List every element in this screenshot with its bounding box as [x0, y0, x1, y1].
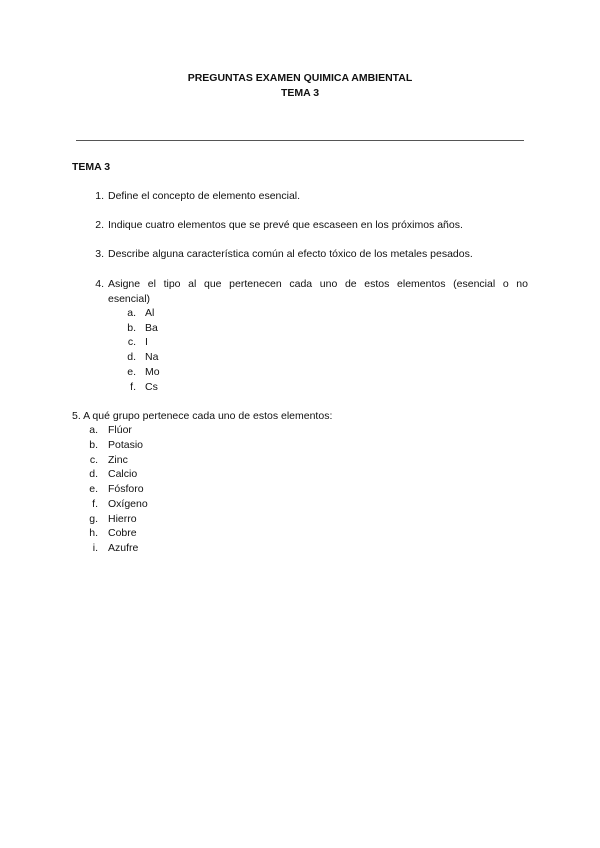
item-value: Na: [145, 351, 159, 363]
item-value: Calcio: [108, 468, 138, 480]
document-subtitle: TEMA 3: [280, 87, 320, 99]
item-letter: g.: [89, 513, 98, 525]
item-letter: a.: [127, 307, 136, 319]
item-letter: d.: [127, 351, 136, 363]
q5-element-list: [0, 423, 600, 558]
item-letter: c.: [127, 336, 136, 348]
list-item: [0, 335, 600, 350]
section-heading: TEMA 3: [72, 161, 111, 173]
list-item: [0, 453, 600, 468]
question-text-line2: esencial): [108, 293, 151, 305]
item-value: Oxígeno: [108, 498, 148, 510]
item-value: Hierro: [108, 513, 137, 525]
item-letter: b.: [89, 439, 98, 451]
list-item: [0, 365, 600, 380]
item-value: Zinc: [108, 454, 128, 466]
list-item: [0, 423, 600, 438]
list-item: [0, 380, 600, 395]
question-1: [88, 189, 528, 204]
question-text-line1: Asigne el tipo al que pertenecen cada uno de estos elementos (esencial o no: [108, 278, 528, 290]
item-value: Azufre: [108, 542, 139, 554]
item-value: Mo: [145, 366, 160, 378]
question-text: Describe alguna característica común al efecto tóxico de los metales pesados.: [108, 248, 473, 260]
item-letter: f.: [130, 381, 136, 393]
item-value: Cs: [145, 381, 158, 393]
item-letter: a.: [89, 424, 98, 436]
item-value: Fósforo: [108, 483, 144, 495]
question-5: 5. A qué grupo pertenece cada uno de estos elementos:: [72, 410, 333, 422]
item-letter: e.: [89, 483, 98, 495]
item-value: Flúor: [108, 424, 132, 436]
question-3: [88, 247, 528, 262]
question-number: 3.: [95, 248, 104, 260]
list-item: [0, 482, 600, 497]
list-item: [0, 306, 600, 321]
question-number: 2.: [95, 219, 104, 231]
item-value: Al: [145, 307, 155, 319]
list-item: [0, 467, 600, 482]
item-value: Potasio: [108, 439, 144, 451]
horizontal-divider: [76, 140, 524, 141]
question-number: 4.: [95, 278, 104, 290]
list-item: [0, 321, 600, 336]
item-letter: b.: [127, 322, 136, 334]
item-letter: i.: [92, 542, 98, 554]
question-4: [88, 277, 528, 307]
list-item: [0, 541, 600, 556]
question-text: Define el concepto de elemento esencial.: [108, 190, 301, 202]
list-item: [0, 438, 600, 453]
question-2: [88, 218, 528, 233]
question-text: Indique cuatro elementos que se prevé que escaseen en los próximos años.: [108, 219, 463, 231]
document-title: PREGUNTAS EXAMEN QUIMICA AMBIENTAL: [187, 72, 413, 84]
list-item: [0, 526, 600, 541]
list-item: [0, 497, 600, 512]
q4-element-list: [0, 306, 600, 396]
item-letter: d.: [89, 468, 98, 480]
question-number: 1.: [95, 190, 104, 202]
item-letter: f.: [92, 498, 98, 510]
list-item: [0, 350, 600, 365]
item-value: Cobre: [108, 527, 137, 539]
item-letter: e.: [127, 366, 136, 378]
item-value: Ba: [145, 322, 158, 334]
list-item: [0, 512, 600, 527]
item-value: I: [145, 336, 148, 348]
item-letter: h.: [89, 527, 98, 539]
item-letter: c.: [89, 454, 98, 466]
